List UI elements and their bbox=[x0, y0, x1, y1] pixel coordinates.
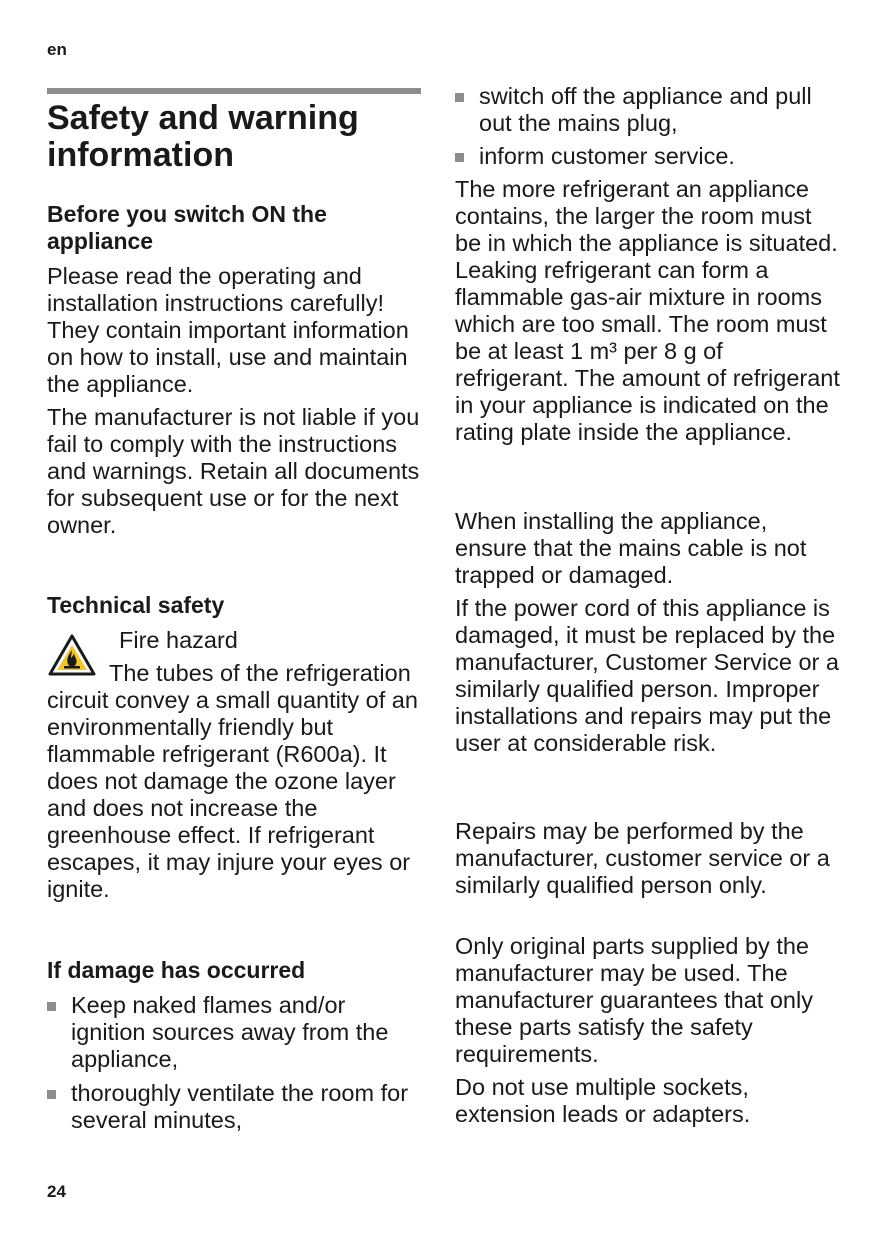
page-number: 24 bbox=[47, 1182, 66, 1201]
bullet-square-icon bbox=[47, 1090, 56, 1099]
bullet-square-icon bbox=[455, 93, 464, 102]
heading-if-damage: If damage has occurred bbox=[47, 957, 306, 983]
paragraph-multiple-sockets: Do not use multiple sockets, extension leads or adapters. bbox=[455, 1074, 751, 1127]
heading-before-switch-on: Before you switch ON the appliance bbox=[47, 201, 327, 254]
paragraph-original-parts: Only original parts supplied by the manufacturer may be used. The manufacturer guarantees that only these parts satisfy the safety requirements. bbox=[455, 933, 813, 1067]
section-rule bbox=[47, 88, 421, 94]
page-title: Safety and warning information bbox=[47, 99, 359, 174]
list-item: thoroughly ventilate the room for several minutes, bbox=[47, 1080, 421, 1134]
paragraph-room-size: The more refrigerant an appliance contains, the larger the room must be in which the appliance is situated. Leaking refrigerant can form a flammable gas-air mixture in rooms which are too small. The room must be at least 1 m³ per 8 g of refrigerant. The amount of refrigerant in your appliance is indicated on the rating plate inside the appliance. bbox=[455, 176, 840, 445]
paragraph-mains-cable: When installing the appliance, ensure that the mains cable is not trapped or damaged. bbox=[455, 508, 807, 588]
paragraph-read-instructions: Please read the operating and installation instructions carefully! They contain important information on how to install, use and maintain the appliance. bbox=[47, 263, 409, 397]
warning-title: Fire hazard bbox=[119, 627, 238, 653]
paragraph-power-cord: If the power cord of this appliance is damaged, it must be replaced by the manufacturer, Customer Service or a similarly qualified person. Improper installations and repairs may put the user at considerable risk. bbox=[455, 595, 839, 756]
paragraph-manufacturer-liability: The manufacturer is not liable if you fail to comply with the instructions and warnings. Retain all documents for subsequent use or for the next owner. bbox=[47, 404, 420, 538]
heading-technical-safety: Technical safety bbox=[47, 592, 225, 618]
warning-text: The tubes of the refrigeration circuit convey a small quantity of an environmentally friendly but flammable refrigerant (R600a). It does not damage the ozone layer and does not increase the greenhouse effect. If refrigerant escapes, it may injure your eyes or ignite. bbox=[47, 660, 418, 902]
paragraph-repairs: Repairs may be performed by the manufacturer, customer service or a similarly qualified person only. bbox=[455, 818, 830, 898]
bullet-square-icon bbox=[47, 1002, 56, 1011]
bullet-square-icon bbox=[455, 153, 464, 162]
list-item: Keep naked flames and/or ignition sources away from the appliance, bbox=[47, 992, 421, 1073]
list-item: inform customer service. bbox=[455, 143, 840, 170]
language-label: en bbox=[47, 40, 67, 59]
list-item: switch off the appliance and pull out the mains plug, bbox=[455, 83, 840, 137]
